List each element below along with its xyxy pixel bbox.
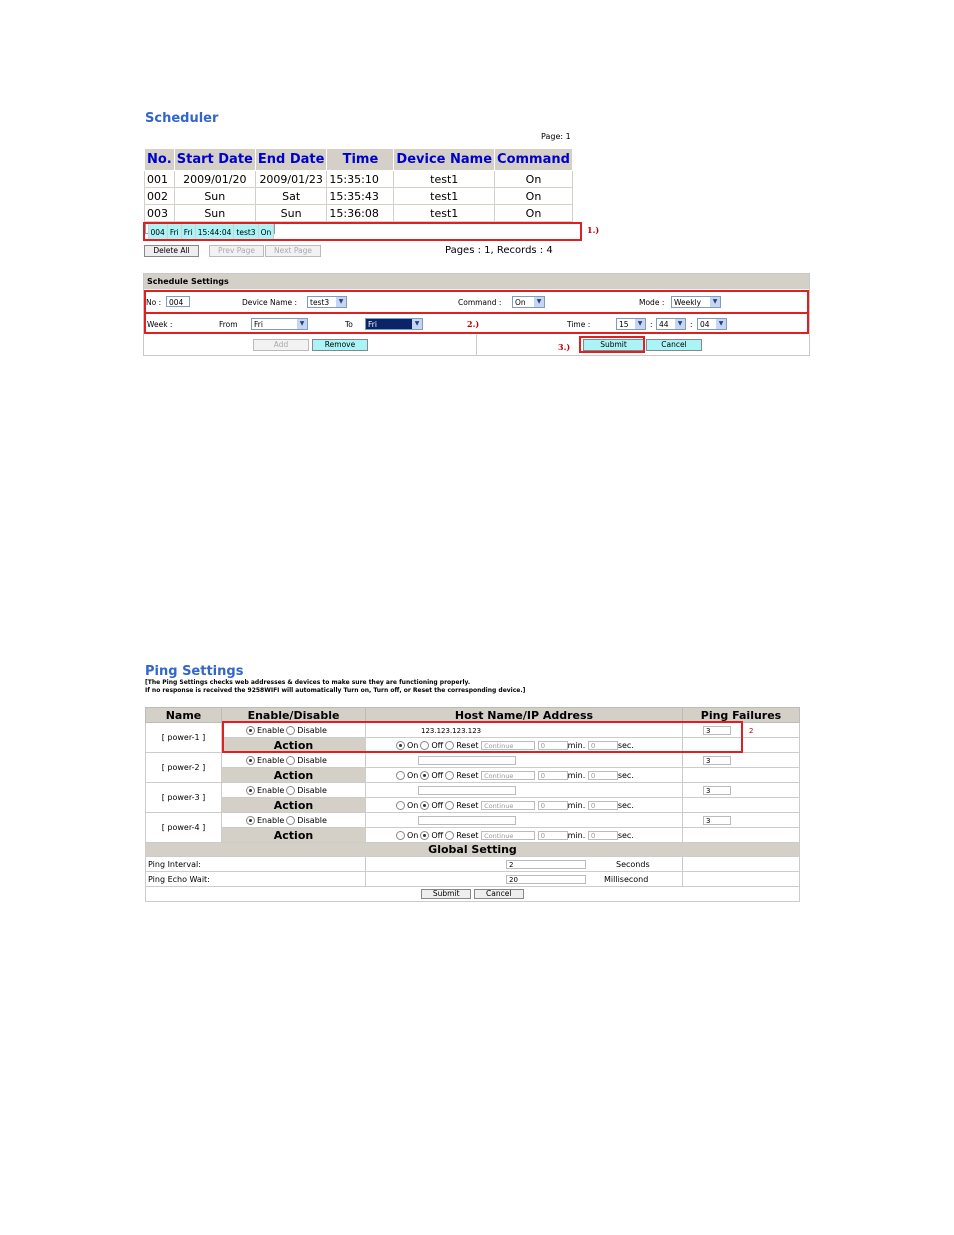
- action-row: [146, 828, 800, 843]
- disable-label: Disable: [297, 755, 327, 765]
- enable-label: Enable: [257, 815, 285, 825]
- cell-time: 15:35:43: [327, 188, 394, 205]
- failures-input[interactable]: 3: [703, 786, 731, 795]
- reset-label: Reset: [456, 800, 479, 810]
- ping-interval-label: Ping Interval:: [146, 857, 366, 872]
- disable-label: Disable: [297, 815, 327, 825]
- min-input[interactable]: 0: [538, 741, 568, 750]
- schedule-settings-title: Schedule Settings: [144, 274, 809, 289]
- device-name-value: test3: [310, 298, 330, 307]
- off-radio[interactable]: [420, 771, 429, 780]
- chevron-down-icon: ▼: [336, 297, 346, 307]
- on-radio[interactable]: [396, 771, 405, 780]
- cell-command: On: [258, 224, 274, 241]
- schedule-table: [144, 148, 573, 237]
- reset-radio[interactable]: [445, 771, 454, 780]
- ping-row: [146, 753, 800, 768]
- on-label: On: [407, 770, 419, 780]
- on-radio[interactable]: [396, 801, 405, 810]
- off-label: Off: [431, 830, 444, 840]
- command-value: On: [515, 298, 526, 307]
- ping-echo-input[interactable]: 20: [506, 875, 586, 884]
- cell-no: 001: [145, 171, 175, 188]
- on-radio[interactable]: [396, 831, 405, 840]
- min-label: min.: [567, 830, 586, 840]
- second-value: 04: [700, 320, 710, 329]
- mode-label: Mode :: [639, 298, 665, 307]
- chevron-down-icon: ▼: [716, 319, 726, 329]
- failures-input[interactable]: 3: [703, 756, 731, 765]
- reset-label: Reset: [456, 740, 479, 750]
- min-input[interactable]: 0: [538, 831, 568, 840]
- table-row[interactable]: [145, 171, 573, 188]
- cell-end: Sun: [255, 205, 327, 222]
- chevron-down-icon: ▼: [297, 319, 307, 329]
- ping-interval-unit: Seconds: [616, 859, 650, 869]
- next-page-button[interactable]: Next Page: [265, 245, 321, 257]
- host-input[interactable]: [418, 756, 516, 765]
- sec-input[interactable]: 0: [588, 771, 618, 780]
- cell-time: 15:35:10: [327, 171, 394, 188]
- disable-label: Disable: [297, 725, 327, 735]
- col-command: Command: [495, 149, 573, 171]
- annotation-box-ping: [222, 721, 743, 753]
- host-input[interactable]: [418, 816, 516, 825]
- col-end-date: End Date: [255, 149, 327, 171]
- hour-value: 15: [619, 320, 629, 329]
- ping-echo-unit: Millisecond: [604, 874, 649, 884]
- annotation-label-3: 3.): [558, 342, 571, 352]
- add-button[interactable]: Add: [253, 339, 309, 351]
- chevron-down-icon: ▼: [412, 319, 422, 329]
- cell-end: Sat: [255, 188, 327, 205]
- cell-end: Fri: [181, 224, 195, 241]
- sec-label: sec.: [617, 740, 634, 750]
- ping-submit-button[interactable]: Submit: [421, 889, 471, 899]
- disable-radio[interactable]: [286, 816, 295, 825]
- prev-page-button[interactable]: Prev Page: [209, 245, 264, 257]
- chevron-down-icon: ▼: [534, 297, 544, 307]
- col-start-date: Start Date: [174, 149, 255, 171]
- week-label: Week :: [147, 320, 173, 329]
- off-label: Off: [431, 770, 444, 780]
- reset-label: Reset: [456, 830, 479, 840]
- continue-value: Continue: [484, 801, 514, 810]
- annotation-label-ping: 2: [749, 726, 754, 735]
- power-name: [ power-4 ]: [146, 813, 222, 843]
- off-radio[interactable]: [420, 801, 429, 810]
- cell-device: test3: [234, 224, 258, 241]
- ping-row: [146, 813, 800, 828]
- scheduler-title: Scheduler: [145, 111, 219, 126]
- cell-start: Sun: [174, 205, 255, 222]
- no-label: No :: [146, 298, 162, 307]
- time-colon: :: [650, 320, 653, 329]
- cell-command: On: [495, 205, 573, 222]
- min-input[interactable]: 0: [538, 801, 568, 810]
- mode-value: Weekly: [674, 298, 702, 307]
- power-name: [ power-2 ]: [146, 753, 222, 783]
- remove-button[interactable]: Remove: [312, 339, 368, 351]
- from-label: From: [219, 320, 238, 329]
- annotation-box-1: [143, 222, 582, 241]
- ping-title: Ping Settings: [145, 664, 244, 679]
- enable-label: Enable: [257, 785, 285, 795]
- from-value: Fri: [254, 320, 263, 329]
- min-input[interactable]: 0: [538, 771, 568, 780]
- off-radio[interactable]: [420, 831, 429, 840]
- annotation-box-3: [579, 336, 645, 353]
- col-enable-disable: Enable/Disable: [222, 708, 366, 723]
- col-time: Time: [327, 149, 394, 171]
- cell-start: Fri: [167, 224, 181, 241]
- page-indicator: Page: 1: [541, 132, 571, 141]
- disable-radio[interactable]: [286, 756, 295, 765]
- failures-input[interactable]: 3: [703, 726, 731, 735]
- annotation-label-2: 2.): [467, 319, 480, 329]
- enable-radio[interactable]: [246, 786, 255, 795]
- continue-value: Continue: [484, 741, 514, 750]
- chevron-down-icon: ▼: [635, 319, 645, 329]
- col-host: Host Name/IP Address: [366, 708, 683, 723]
- ping-echo-label: Ping Echo Wait:: [146, 872, 366, 887]
- cell-start: 2009/01/20: [174, 171, 255, 188]
- on-label: On: [407, 740, 419, 750]
- continue-select[interactable]: [481, 831, 535, 840]
- sec-label: sec.: [617, 800, 634, 810]
- sec-input[interactable]: 0: [588, 801, 618, 810]
- table-row[interactable]: [145, 205, 573, 222]
- cell-no: 002: [145, 188, 175, 205]
- continue-select[interactable]: [481, 771, 535, 780]
- ping-interval-row: [146, 857, 800, 872]
- table-row[interactable]: [145, 188, 573, 205]
- cell-no: 004: [148, 224, 167, 241]
- device-name-label: Device Name :: [242, 298, 298, 307]
- enable-label: Enable: [257, 755, 285, 765]
- cell-time: 15:36:08: [327, 205, 394, 222]
- col-name: Name: [146, 708, 222, 723]
- cell-device: test1: [394, 205, 495, 222]
- disable-label: Disable: [297, 785, 327, 795]
- global-setting-title: Global Setting: [146, 843, 800, 857]
- power-name: [ power-1 ]: [146, 723, 222, 753]
- min-label: min.: [567, 770, 586, 780]
- reset-radio[interactable]: [445, 801, 454, 810]
- cancel-button[interactable]: Cancel: [646, 339, 702, 351]
- on-label: On: [407, 830, 419, 840]
- ping-description-1: [The Ping Settings checks web addresses & devices to make sure they are functioning properly.: [145, 679, 471, 686]
- ping-buttons-row: [146, 887, 800, 902]
- cell-command: On: [495, 188, 573, 205]
- sec-label: sec.: [617, 770, 634, 780]
- ping-echo-row: [146, 872, 800, 887]
- to-value: Fri: [368, 320, 377, 329]
- action-row: [146, 798, 800, 813]
- sec-input[interactable]: 0: [588, 741, 618, 750]
- enable-radio[interactable]: [246, 816, 255, 825]
- on-label: On: [407, 800, 419, 810]
- disable-radio[interactable]: [286, 786, 295, 795]
- power-name: [ power-3 ]: [146, 783, 222, 813]
- cell-device: test1: [394, 171, 495, 188]
- ping-row: [146, 783, 800, 798]
- time-colon: :: [690, 320, 693, 329]
- submit-button[interactable]: Submit: [583, 339, 644, 351]
- col-ping-failures: Ping Failures: [683, 708, 800, 723]
- enable-radio[interactable]: [246, 756, 255, 765]
- action-label: Action: [222, 798, 366, 813]
- global-setting-row: [146, 843, 800, 857]
- reset-radio[interactable]: [445, 831, 454, 840]
- action-row: [146, 768, 800, 783]
- off-label: Off: [431, 740, 444, 750]
- ping-interval-input[interactable]: 2: [506, 860, 586, 869]
- off-label: Off: [431, 800, 444, 810]
- sec-input[interactable]: 0: [588, 831, 618, 840]
- annotation-label-1: 1.): [587, 225, 600, 235]
- chevron-down-icon: ▼: [710, 297, 720, 307]
- cell-start: Sun: [174, 188, 255, 205]
- sec-label: sec.: [617, 830, 634, 840]
- button-divider: [476, 335, 477, 356]
- reset-label: Reset: [456, 770, 479, 780]
- to-label: To: [345, 320, 353, 329]
- cell-time: 15:44:04: [195, 224, 234, 241]
- min-label: min.: [567, 800, 586, 810]
- delete-all-button[interactable]: Delete All: [144, 245, 199, 257]
- cell-end: 2009/01/23: [255, 171, 327, 188]
- minute-value: 44: [659, 320, 669, 329]
- schedule-header-row: [145, 149, 573, 171]
- host-input[interactable]: [418, 786, 516, 795]
- continue-value: Continue: [484, 771, 514, 780]
- action-label: Action: [222, 738, 366, 753]
- ping-cancel-button[interactable]: Cancel: [474, 889, 524, 899]
- no-input[interactable]: 004: [166, 296, 190, 307]
- pages-records: Pages : 1, Records : 4: [445, 245, 553, 256]
- annotation-divider: [145, 312, 808, 314]
- action-label: Action: [222, 768, 366, 783]
- cell-command: On: [495, 171, 573, 188]
- min-label: min.: [567, 740, 586, 750]
- col-no: No.: [145, 149, 175, 171]
- col-device-name: Device Name: [394, 149, 495, 171]
- failures-input[interactable]: 3: [703, 816, 731, 825]
- continue-value: Continue: [484, 831, 514, 840]
- cell-no: 003: [145, 205, 175, 222]
- ping-description-2: If no response is received the 9258WIFI will automatically Turn on, Turn off, or Reset the corresponding device.]: [145, 687, 526, 694]
- cell-device: test1: [394, 188, 495, 205]
- action-label: Action: [222, 828, 366, 843]
- command-label: Command :: [458, 298, 502, 307]
- chevron-down-icon: ▼: [675, 319, 685, 329]
- time-label: Time :: [567, 320, 591, 329]
- enable-label: Enable: [257, 725, 285, 735]
- host-input[interactable]: 123.123.123.123: [418, 726, 516, 735]
- continue-select[interactable]: [481, 801, 535, 810]
